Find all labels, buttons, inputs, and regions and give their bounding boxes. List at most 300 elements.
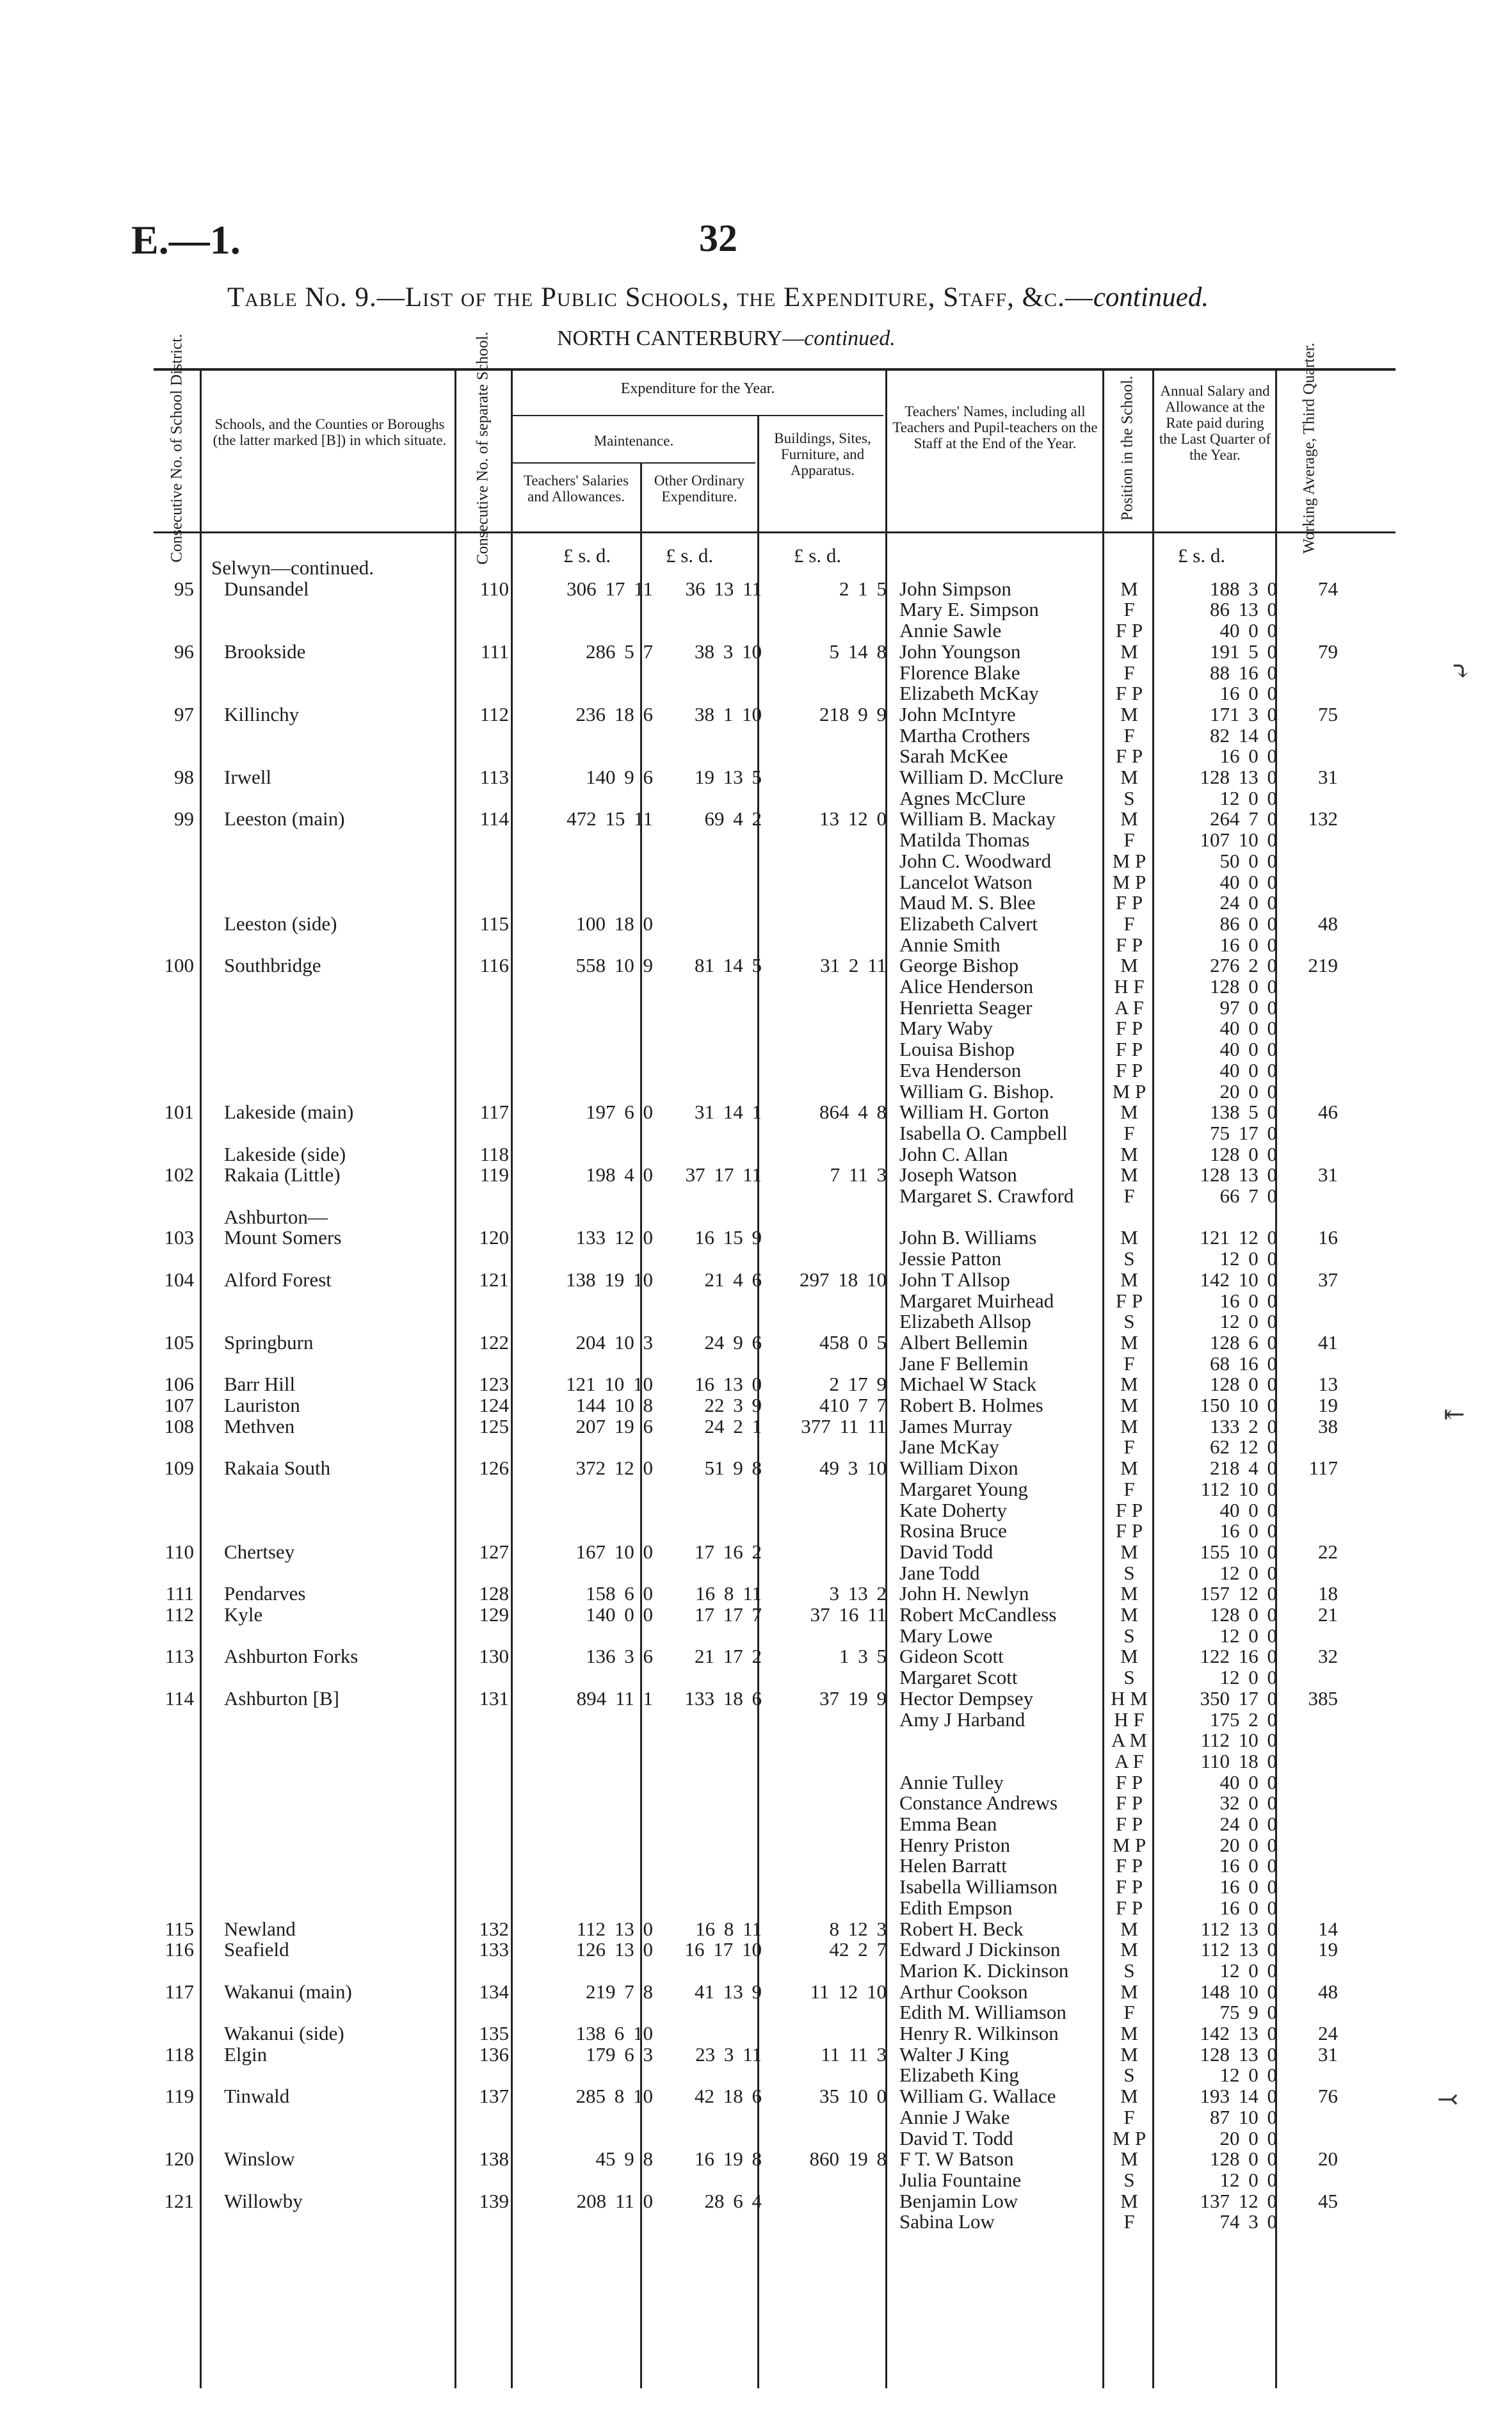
- teacher-position: M: [1120, 1414, 1138, 1437]
- teachers-salaries: 140 9 6: [586, 766, 653, 788]
- working-average: 31: [1318, 2043, 1338, 2066]
- consecutive-school-no: 113: [479, 766, 509, 788]
- annual-salary: 112 13 0: [1200, 1917, 1277, 1940]
- other-expenditure: 16 17 10: [684, 1938, 762, 1961]
- table-row: [0, 2064, 1512, 2085]
- annual-salary: 16 0 0: [1219, 682, 1277, 705]
- teachers-salaries: 158 6 0: [586, 1582, 653, 1605]
- teachers-salaries: 286 5 7: [586, 640, 653, 663]
- table-row: [0, 955, 1512, 976]
- table-row: [0, 2023, 1512, 2044]
- consecutive-school-no: 122: [479, 1331, 509, 1354]
- currency-head-annual: £ s. d.: [1178, 544, 1226, 567]
- table-row: [0, 1709, 1512, 1730]
- page-code: E.—1.: [131, 217, 241, 263]
- table-row: [0, 725, 1512, 746]
- district-continued: continued.: [804, 327, 896, 350]
- school-name: Springburn: [224, 1331, 314, 1354]
- consecutive-district-no: 102: [164, 1163, 194, 1186]
- annual-salary: 193 14 0: [1200, 2085, 1277, 2108]
- consecutive-school-no: 119: [479, 1163, 509, 1186]
- table-row: [0, 1583, 1512, 1604]
- teacher-position: M P: [1112, 1833, 1146, 1856]
- annual-salary: 157 12 0: [1200, 1582, 1277, 1605]
- consecutive-district-no: 117: [165, 1980, 194, 2003]
- table-title-text: List of the Public Schools, the Expenditure, Staff, &c.—: [405, 282, 1093, 312]
- working-average: 74: [1318, 577, 1338, 600]
- teachers-salaries: 136 3 6: [586, 1645, 653, 1668]
- teacher-position: A F: [1114, 996, 1144, 1019]
- teacher-position: M: [1120, 1331, 1138, 1354]
- working-average: 16: [1318, 1226, 1338, 1249]
- table-row: [0, 1541, 1512, 1562]
- school-name: Seafield: [224, 1938, 289, 1961]
- table-row: [0, 1792, 1512, 1813]
- teachers-salaries: 285 8 10: [575, 2085, 653, 2108]
- table-row: [0, 829, 1512, 850]
- consecutive-school-no: 137: [479, 2085, 509, 2108]
- teacher-name: Gideon Scott: [899, 1645, 1004, 1668]
- teacher-position: M: [1120, 1457, 1138, 1480]
- teacher-name: Albert Bellemin: [899, 1331, 1028, 1354]
- school-name: Lakeside (main): [224, 1101, 354, 1124]
- currency-head-buildings: £ s. d.: [794, 544, 842, 567]
- buildings-expenditure: 5 14 8: [829, 640, 887, 663]
- working-average: 20: [1318, 2148, 1338, 2171]
- teacher-name: William B. Mackay: [899, 807, 1056, 830]
- school-name: Brookside: [224, 640, 306, 663]
- consecutive-school-no: 135: [479, 2022, 509, 2044]
- table-row: [0, 892, 1512, 913]
- annual-salary: 148 10 0: [1200, 1980, 1277, 2003]
- school-name: Dunsandel: [224, 577, 309, 600]
- currency-head-salaries: £ s. d.: [563, 544, 611, 567]
- other-expenditure: 22 3 9: [704, 1394, 762, 1416]
- teacher-name: Agnes McClure: [899, 786, 1026, 809]
- school-name: Ashburton [B]: [224, 1687, 339, 1710]
- other-expenditure: 24 9 6: [704, 1331, 762, 1354]
- school-name: Killinchy: [224, 702, 300, 725]
- table-row: [0, 766, 1512, 788]
- margin-mark-1: ⤵: [1450, 657, 1472, 686]
- annual-salary: 12 0 0: [1219, 1959, 1277, 1982]
- district-heading: [557, 327, 896, 351]
- table-row: [0, 1017, 1512, 1039]
- teachers-salaries: 219 7 8: [586, 1980, 653, 2003]
- working-average: 37: [1318, 1268, 1338, 1291]
- working-average: 18: [1318, 1582, 1338, 1605]
- teacher-position: F P: [1115, 1813, 1143, 1835]
- consecutive-school-no: 133: [479, 1938, 509, 1961]
- teacher-position: M: [1120, 577, 1138, 600]
- teachers-salaries: 133 12 0: [575, 1226, 653, 1249]
- annual-salary: 40 0 0: [1219, 1058, 1277, 1081]
- annual-salary: 12 0 0: [1219, 1624, 1277, 1647]
- annual-salary: 133 2 0: [1210, 1414, 1277, 1437]
- consecutive-school-no: 115: [479, 912, 509, 935]
- consecutive-school-no: 139: [479, 2189, 509, 2212]
- teacher-name: John B. Williams: [899, 1226, 1037, 1249]
- other-expenditure: 16 8 11: [695, 1917, 762, 1940]
- table-row: [0, 1122, 1512, 1144]
- consecutive-school-no: 117: [479, 1101, 509, 1124]
- table-row: [0, 1039, 1512, 1060]
- table-row: [0, 788, 1512, 809]
- teacher-name: Henrietta Seager: [899, 996, 1033, 1019]
- other-expenditure: 51 9 8: [704, 1457, 762, 1480]
- table-row: [0, 1813, 1512, 1834]
- annual-salary: 16 0 0: [1219, 933, 1277, 956]
- annual-salary: 40 0 0: [1219, 1498, 1277, 1521]
- teacher-name: Edith Empson: [899, 1896, 1013, 1919]
- teacher-name: David Todd: [899, 1540, 993, 1563]
- table-row: [0, 1772, 1512, 1793]
- other-expenditure: 36 13 11: [685, 577, 762, 600]
- annual-salary: 121 12 0: [1200, 1226, 1277, 1249]
- other-expenditure: 16 15 9: [695, 1226, 762, 1249]
- annual-salary: 175 2 0: [1210, 1708, 1277, 1731]
- table-row: [0, 1269, 1512, 1290]
- school-name: Chertsey: [224, 1540, 295, 1563]
- annual-salary: 20 0 0: [1219, 2126, 1277, 2149]
- table-row: [0, 1101, 1512, 1122]
- school-name: Wakanui (side): [224, 2022, 344, 2044]
- annual-salary: 171 3 0: [1210, 702, 1277, 725]
- consecutive-district-no: 100: [164, 954, 194, 977]
- consecutive-district-no: 121: [164, 2189, 194, 2212]
- teacher-position: M: [1120, 1163, 1138, 1186]
- school-name: Alford Forest: [224, 1268, 332, 1291]
- expenditure-subhead-rule: [512, 415, 883, 416]
- teachers-salaries: 140 0 0: [586, 1603, 653, 1626]
- other-expenditure: 38 1 10: [695, 702, 762, 725]
- teacher-name: Annie J Wake: [899, 2105, 1010, 2128]
- teachers-salaries: 236 18 6: [575, 702, 653, 725]
- annual-salary: 20 0 0: [1219, 1833, 1277, 1856]
- table-row: [0, 704, 1512, 725]
- other-expenditure: 17 16 2: [695, 1540, 762, 1563]
- annual-salary: 122 16 0: [1200, 1645, 1277, 1668]
- teacher-name: Isabella O. Campbell: [899, 1121, 1068, 1144]
- working-average: 117: [1308, 1457, 1338, 1480]
- other-expenditure: 19 13 5: [695, 766, 762, 788]
- school-name: Ashburton Forks: [224, 1645, 358, 1668]
- table-row: [0, 2085, 1512, 2107]
- annual-salary: 16 0 0: [1219, 1289, 1277, 1312]
- table-row: [0, 1081, 1512, 1102]
- teacher-name: Sarah McKee: [899, 745, 1008, 768]
- consecutive-school-no: 134: [479, 1980, 509, 2003]
- buildings-expenditure: 11 12 10: [810, 1980, 887, 2003]
- teacher-name: Elizabeth Allsop: [899, 1310, 1031, 1333]
- teacher-position: F P: [1115, 619, 1143, 642]
- teachers-salaries: 126 13 0: [575, 1938, 653, 1961]
- teachers-salaries: 138 19 10: [566, 1268, 653, 1291]
- annual-salary: 66 7 0: [1219, 1185, 1277, 1207]
- teacher-position: F P: [1115, 745, 1143, 768]
- teacher-position: S: [1123, 1959, 1135, 1982]
- teacher-position: M: [1120, 1645, 1138, 1668]
- school-name: Rakaia South: [224, 1457, 331, 1480]
- header-teachers-names: Teachers' Names, including all Teachers and Pupil-teachers on the Staff at the End of the Year.: [892, 403, 1098, 451]
- consecutive-district-no: 119: [165, 2085, 194, 2108]
- other-expenditure: 38 3 10: [695, 640, 762, 663]
- buildings-expenditure: 864 4 8: [819, 1101, 887, 1124]
- teacher-position: F P: [1115, 1017, 1143, 1040]
- teacher-position: M: [1120, 766, 1138, 788]
- annual-salary: 24 0 0: [1219, 1813, 1277, 1835]
- teacher-position: H M: [1111, 1687, 1148, 1710]
- teacher-position: M: [1120, 1101, 1138, 1124]
- other-expenditure: 24 2 1: [704, 1414, 762, 1437]
- teacher-position: M: [1120, 702, 1138, 725]
- teacher-position: F P: [1115, 1770, 1143, 1793]
- annual-salary: 191 5 0: [1210, 640, 1277, 663]
- teacher-position: S: [1123, 2064, 1135, 2087]
- annual-salary: 12 0 0: [1219, 1310, 1277, 1333]
- teacher-position: M: [1120, 2189, 1138, 2212]
- other-expenditure: 16 8 11: [695, 1582, 762, 1605]
- consecutive-district-no: 110: [165, 1540, 194, 1563]
- table-row: [0, 1206, 1512, 1227]
- teacher-position: F P: [1115, 1854, 1143, 1877]
- school-name: Southbridge: [224, 954, 321, 977]
- buildings-expenditure: 1 3 5: [839, 1645, 887, 1668]
- teachers-salaries: 894 11 1: [576, 1687, 653, 1710]
- table-row: [0, 2002, 1512, 2023]
- consecutive-district-no: 96: [174, 640, 194, 663]
- teacher-name: Robert B. Holmes: [899, 1394, 1043, 1416]
- buildings-expenditure: 3 13 2: [829, 1582, 887, 1605]
- teacher-position: M: [1120, 1268, 1138, 1291]
- buildings-expenditure: 2 17 9: [829, 1373, 887, 1396]
- table-row: [0, 850, 1512, 871]
- teacher-name: Annie Smith: [899, 933, 1001, 956]
- annual-salary: 138 5 0: [1210, 1101, 1277, 1124]
- teacher-name: Walter J King: [899, 2043, 1009, 2066]
- teacher-name: Edward J Dickinson: [899, 1938, 1061, 1961]
- consecutive-district-no: 95: [174, 577, 194, 600]
- consecutive-school-no: 138: [479, 2148, 509, 2171]
- table-row: [0, 976, 1512, 997]
- teacher-name: John H. Newlyn: [899, 1582, 1029, 1605]
- teacher-position: F P: [1115, 682, 1143, 705]
- annual-salary: 97 0 0: [1219, 996, 1277, 1019]
- annual-salary: 50 0 0: [1219, 849, 1277, 872]
- teacher-position: M: [1120, 807, 1138, 830]
- teacher-name: Julia Fountaine: [899, 2168, 1022, 2191]
- teacher-name: William Dixon: [899, 1457, 1018, 1480]
- annual-salary: 128 6 0: [1210, 1331, 1277, 1354]
- teacher-position: F: [1123, 1352, 1135, 1375]
- working-average: 19: [1318, 1394, 1338, 1416]
- table-row: [0, 2107, 1512, 2128]
- school-name: Mount Somers: [224, 1226, 342, 1249]
- school-name: Rakaia (Little): [224, 1163, 341, 1186]
- school-name: Leeston (main): [224, 807, 345, 830]
- teacher-name: Mary Lowe: [899, 1624, 993, 1647]
- annual-salary: 40 0 0: [1219, 1038, 1277, 1061]
- header-working-average: Working Average, Third Quarter.: [1300, 343, 1318, 554]
- annual-salary: 16 0 0: [1219, 1875, 1277, 1898]
- table-row: [0, 1834, 1512, 1856]
- table-row: [0, 1227, 1512, 1248]
- consecutive-school-no: 123: [479, 1373, 509, 1396]
- working-average: 21: [1318, 1603, 1338, 1626]
- teacher-position: F: [1123, 2210, 1135, 2233]
- working-average: 48: [1318, 1980, 1338, 2003]
- teacher-position: M: [1120, 2148, 1138, 2171]
- teacher-name: Margaret Scott: [899, 1666, 1018, 1689]
- consecutive-school-no: 124: [479, 1394, 509, 1416]
- teachers-salaries: 197 6 0: [586, 1101, 653, 1124]
- table-row: [0, 1646, 1512, 1667]
- school-name: Tinwald: [224, 2085, 290, 2108]
- annual-salary: 107 10 0: [1200, 829, 1277, 852]
- teacher-position: F: [1123, 2105, 1135, 2128]
- table-row: [0, 1876, 1512, 1897]
- table-row: [0, 1520, 1512, 1541]
- header-expenditure: Expenditure for the Year.: [620, 380, 775, 397]
- teacher-position: M P: [1112, 2126, 1146, 2149]
- consecutive-school-no: 114: [479, 807, 509, 830]
- table-row: [0, 1185, 1512, 1206]
- consecutive-school-no: 130: [479, 1645, 509, 1668]
- teacher-name: Elizabeth Calvert: [899, 912, 1038, 935]
- teacher-position: F: [1123, 1436, 1135, 1459]
- teacher-position: F: [1123, 829, 1135, 852]
- header-consecutive-school: Consecutive No. of separate School.: [474, 332, 492, 565]
- annual-salary: 155 10 0: [1200, 1540, 1277, 1563]
- teacher-name: Isabella Williamson: [899, 1875, 1058, 1898]
- teacher-name: Maud M. S. Blee: [899, 891, 1036, 914]
- annual-salary: 137 12 0: [1200, 2189, 1277, 2212]
- table-row: [0, 620, 1512, 641]
- table-row: [0, 1416, 1512, 1437]
- consecutive-district-no: 115: [165, 1917, 194, 1940]
- annual-salary: 128 0 0: [1210, 975, 1277, 998]
- table-row: [0, 1436, 1512, 1457]
- teacher-position: S: [1123, 2168, 1135, 2191]
- teacher-name: Rosina Bruce: [899, 1519, 1007, 1542]
- table-row: [0, 997, 1512, 1018]
- teacher-name: Robert H. Beck: [899, 1917, 1024, 1940]
- annual-salary: 86 13 0: [1210, 598, 1277, 621]
- school-name: Barr Hill: [224, 1373, 296, 1396]
- teacher-name: Kate Doherty: [899, 1498, 1007, 1521]
- teacher-name: Alice Henderson: [899, 975, 1034, 998]
- working-average: 75: [1318, 702, 1338, 725]
- teachers-salaries: 100 18 0: [575, 912, 653, 935]
- teacher-position: F P: [1115, 933, 1143, 956]
- buildings-expenditure: 8 12 3: [829, 1917, 887, 1940]
- teachers-salaries: 207 19 6: [575, 1414, 653, 1437]
- table-row: [0, 578, 1512, 599]
- teacher-position: M: [1120, 2022, 1138, 2044]
- teacher-name: Margaret S. Crawford: [899, 1185, 1074, 1207]
- annual-salary: 12 0 0: [1219, 1247, 1277, 1270]
- other-expenditure: 133 18 6: [684, 1687, 762, 1710]
- table-row: [0, 1625, 1512, 1646]
- buildings-expenditure: 35 10 0: [819, 2085, 887, 2108]
- table-row: [0, 2148, 1512, 2169]
- annual-salary: 128 13 0: [1200, 1163, 1277, 1186]
- annual-salary: 264 7 0: [1210, 807, 1277, 830]
- school-name: Irwell: [224, 766, 272, 788]
- annual-salary: 24 0 0: [1219, 891, 1277, 914]
- consecutive-district-no: 101: [164, 1101, 194, 1124]
- consecutive-school-no: 126: [479, 1457, 509, 1480]
- teacher-position: F P: [1115, 1519, 1143, 1542]
- table-row: [0, 1751, 1512, 1772]
- table-row: [0, 599, 1512, 620]
- table-row: [0, 683, 1512, 704]
- table-row: [0, 1604, 1512, 1625]
- other-expenditure: 21 4 6: [704, 1268, 762, 1291]
- working-average: 19: [1318, 1938, 1338, 1961]
- header-buildings: Buildings, Sites, Furniture, and Apparatus.: [774, 430, 871, 478]
- teacher-name: John C. Woodward: [899, 849, 1052, 872]
- table-title-continued: continued.: [1093, 282, 1209, 312]
- table-row: [0, 808, 1512, 829]
- school-name: Lauriston: [224, 1394, 300, 1416]
- margin-mark-3: ⤙: [1437, 2085, 1459, 2114]
- annual-salary: 74 3 0: [1219, 2210, 1277, 2233]
- school-name: Methven: [224, 1414, 295, 1437]
- annual-salary: 16 0 0: [1219, 745, 1277, 768]
- table-row: [0, 1290, 1512, 1311]
- table-row: [0, 871, 1512, 893]
- teacher-name: William D. McClure: [899, 766, 1064, 788]
- consecutive-district-no: 103: [164, 1226, 194, 1249]
- teachers-salaries: 144 10 8: [575, 1394, 653, 1416]
- buildings-expenditure: 7 11 3: [830, 1163, 887, 1186]
- working-average: 76: [1318, 2085, 1338, 2108]
- working-average: 132: [1308, 807, 1338, 830]
- annual-salary: 112 10 0: [1200, 1729, 1277, 1752]
- table-row: [0, 1373, 1512, 1395]
- annual-salary: 68 16 0: [1210, 1352, 1277, 1375]
- consecutive-district-no: 97: [174, 702, 194, 725]
- teacher-name: Eva Henderson: [899, 1058, 1022, 1081]
- table-row: [0, 1855, 1512, 1876]
- consecutive-district-no: 106: [164, 1373, 194, 1396]
- teacher-position: H F: [1114, 1708, 1145, 1731]
- header-position: Position in the School.: [1118, 375, 1136, 521]
- annual-salary: 128 0 0: [1210, 1373, 1277, 1396]
- buildings-expenditure: 2 1 5: [839, 577, 887, 600]
- consecutive-school-no: 131: [479, 1687, 509, 1710]
- table-title-prefix: Table No. 9.—: [227, 282, 405, 312]
- teacher-name: David T. Todd: [899, 2126, 1013, 2149]
- consecutive-school-no: 129: [479, 1603, 509, 1626]
- table-row: [0, 1960, 1512, 1981]
- table-row: [0, 2044, 1512, 2065]
- annual-salary: 188 3 0: [1210, 577, 1277, 600]
- annual-salary: 40 0 0: [1219, 1770, 1277, 1793]
- teacher-name: Elizabeth McKay: [899, 682, 1039, 705]
- teacher-position: F P: [1115, 1792, 1143, 1815]
- table-row: [0, 913, 1512, 934]
- annual-salary: 40 0 0: [1219, 619, 1277, 642]
- teacher-name: George Bishop: [899, 954, 1019, 977]
- margin-mark-2: ⇤: [1444, 1400, 1465, 1428]
- teacher-position: F: [1123, 912, 1135, 935]
- consecutive-district-no: 111: [165, 1582, 194, 1605]
- annual-salary: 62 12 0: [1210, 1436, 1277, 1459]
- table-row: [0, 2211, 1512, 2232]
- teacher-name: Robert McCandless: [899, 1603, 1057, 1626]
